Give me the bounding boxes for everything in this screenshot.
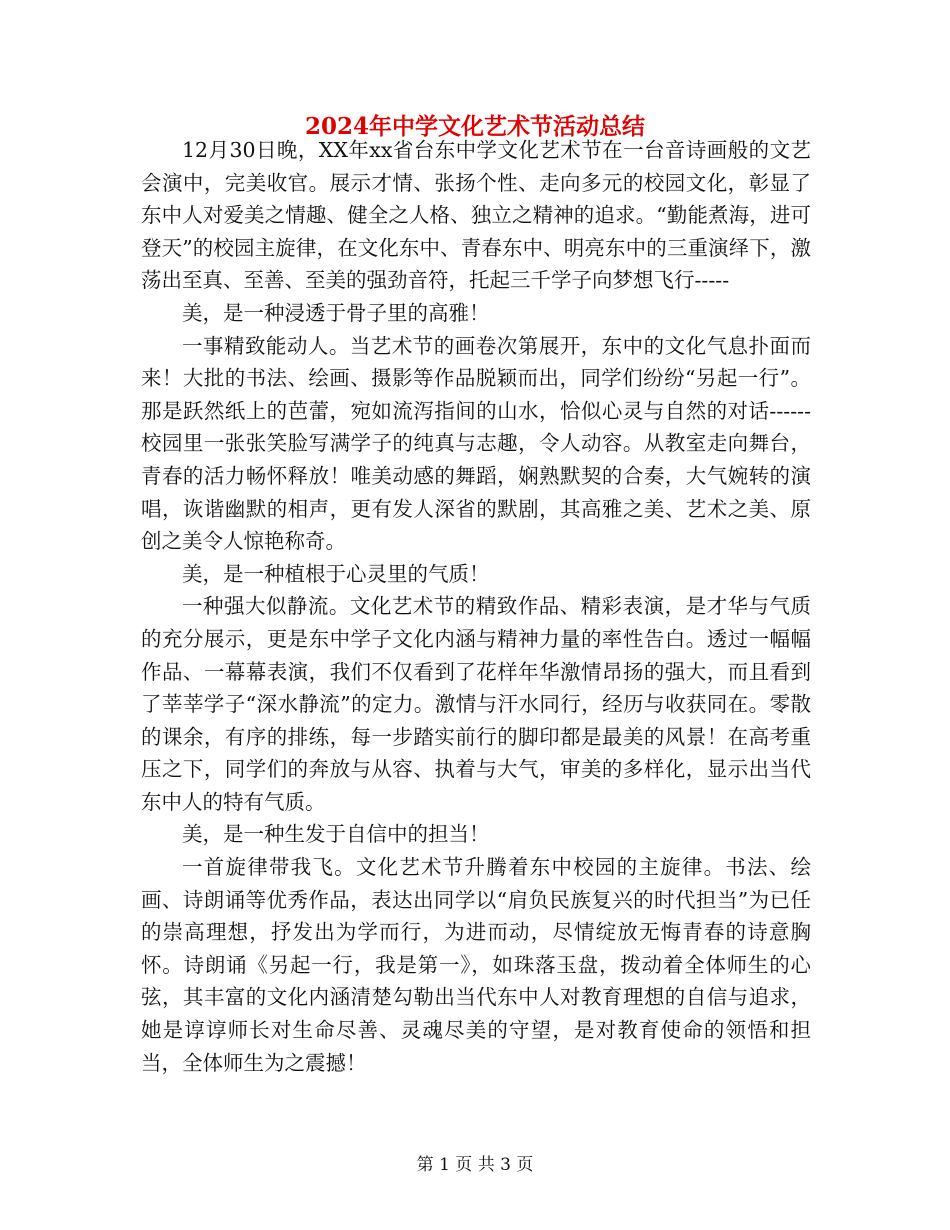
section-heading-temperament: 美，是一种植根于心灵里的气质！ bbox=[182, 561, 490, 586]
section-heading-responsibility: 美，是一种生发于自信中的担当！ bbox=[182, 822, 490, 847]
document-title: 2024年中学文化艺术节活动总结 bbox=[304, 113, 645, 140]
paragraph-responsibility: 一首旋律带我飞。文化艺术节升腾着东中校园的主旋律。书法、绘画、诗朗诵等优秀作品，表达出同学以“肩负民族复兴的时代担当”为已任的崇高理想，抒发出为学而行，为进而动，尽情绽放无悔青春的诗意胸怀。诗朗诵《另起一行，我是第一》，如珠落玉盘，拨动着全体师生的心弦，其丰富的文化内涵清楚勾勒出当代东中人对教育理想的自信与追求，她是谆谆师长对生命尽善、灵魂尽美的守望，是对教育使命的领悟和担当，全体师生为之震撼！ bbox=[141, 855, 811, 1075]
section-heading-elegance: 美，是一种浸透于骨子里的高雅！ bbox=[182, 300, 490, 325]
paragraph-intro: 12月30日晚，XX年xx省台东中学文化艺术节在一台音诗画般的文艺会演中，完美收官。展示才情、张扬个性、走向多元的校园文化，彰显了东中人对爱美之情趣、健全之人格、独立之精神的追求。“勤能煮海，进可登天”的校园主旋律，在文化东中、青春东中、明亮东中的三重演绎下，激荡出至真、至善、至美的强劲音符，托起三千学子向梦想飞行----- bbox=[141, 138, 811, 293]
page-number-footer: 第 1 页 共 3 页 bbox=[416, 1155, 534, 1175]
paragraph-elegance: 一事精致能动人。当艺术节的画卷次第展开，东中的文化气息扑面而来！大批的书法、绘画、摄影等作品脱颖而出，同学们纷纷“另起一行”。那是跃然纸上的芭蕾，宛如流泻指间的山水，恰似心灵与自然的对话------校园里一张张笑脸写满学子的纯真与志趣，令人动容。从教室走向舞台，青春的活力畅怀释放！唯美动感的舞蹈，娴熟默契的合奏，大气婉转的演唱，诙谐幽默的相声，更有发人深省的默剧，其高雅之美、艺术之美、原创之美令人惊艳称奇。 bbox=[141, 333, 811, 554]
paragraph-temperament: 一种强大似静流。文化艺术节的精致作品、精彩表演，是才华与气质的充分展示，更是东中学子文化内涵与精神力量的率性告白。透过一幅幅作品、一幕幕表演，我们不仅看到了花样年华激情昂扬的强大，而且看到了莘莘学子“深水静流”的定力。激情与汗水同行，经历与收获同在。零散的课余，有序的排练，每一步踏实前行的脚印都是最美的风景！在高考重压之下，同学们的奔放与从容、执着与大气，审美的多样化，显示出当代东中人的特有气质。 bbox=[141, 594, 811, 814]
document-body bbox=[141, 134, 811, 1079]
